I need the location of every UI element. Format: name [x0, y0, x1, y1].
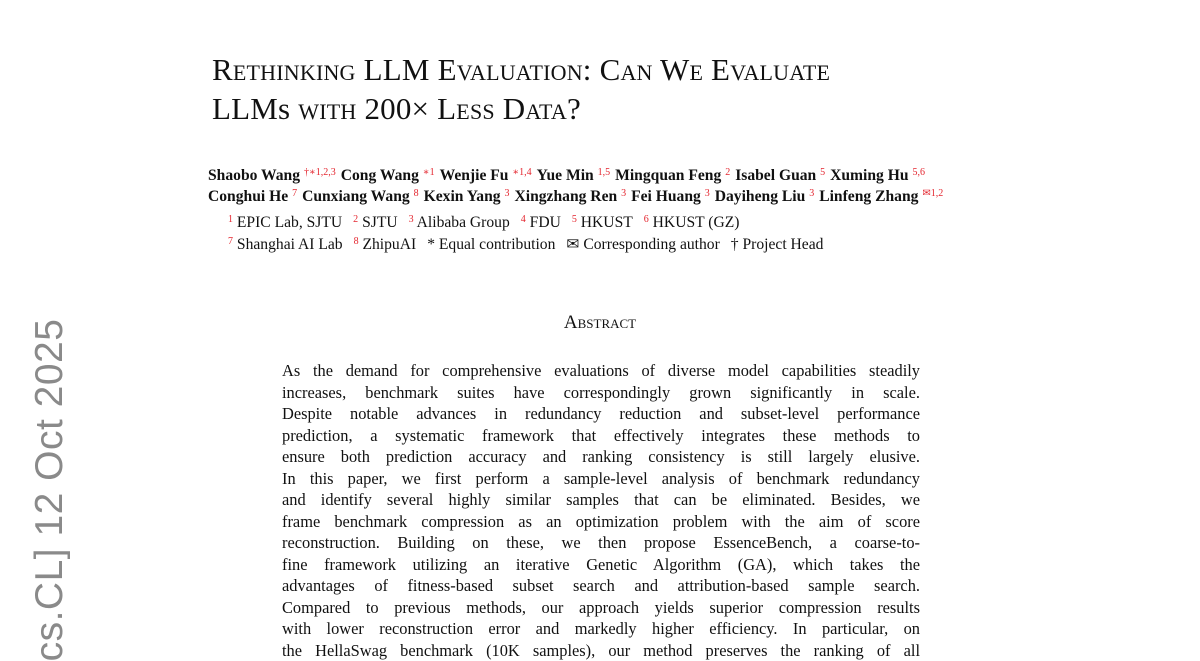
affiliation — [427, 236, 555, 253]
affiliation-name: HKUST — [581, 214, 633, 231]
author — [715, 188, 814, 205]
author-superscript: ∗1 — [423, 167, 435, 178]
affiliation-name: Shanghai AI Lab — [237, 236, 343, 253]
author — [735, 167, 825, 184]
author-name: Conghui He — [208, 188, 288, 205]
author-name: Shaobo Wang — [208, 167, 300, 184]
author-superscript: 3 — [705, 188, 710, 199]
author-name: Isabel Guan — [735, 167, 816, 184]
author-name: Kexin Yang — [424, 188, 501, 205]
author — [830, 167, 925, 184]
affiliation — [353, 214, 397, 231]
abstract-line: prediction, a systematic framework that effectively integrates these methods to — [282, 425, 920, 447]
title-segment: Evaluation — [438, 52, 583, 87]
author-superscript: 7 — [292, 188, 297, 199]
affiliation — [644, 214, 740, 231]
abstract-line: Despite notable advances in redundancy reduction and subset-level performance — [282, 403, 920, 425]
author-line-2 — [208, 186, 1168, 207]
abstract-body — [282, 360, 920, 661]
author — [819, 188, 943, 205]
affiliation — [354, 236, 417, 253]
abstract-line: reconstruction. Building on these, we then propose EssenceBench, a coarse-to- — [282, 532, 920, 554]
author — [631, 188, 710, 205]
affiliation-superscript: 4 — [521, 214, 526, 225]
author — [615, 167, 730, 184]
affiliation-name: ✉ Corresponding author — [566, 236, 719, 253]
title-segment: Less Data — [437, 91, 567, 126]
abstract-line: Compared to previous methods, our approach yields superior compression results — [282, 597, 920, 619]
author-name: Mingquan Feng — [615, 167, 721, 184]
author — [514, 188, 626, 205]
author-name: Cong Wang — [341, 167, 419, 184]
author-superscript: 5,6 — [912, 167, 925, 178]
author-superscript: 2 — [725, 167, 730, 178]
abstract-line: As the demand for comprehensive evaluations of diverse model capabilities steadily — [282, 360, 920, 382]
author-superscript: 5 — [820, 167, 825, 178]
author — [302, 188, 419, 205]
abstract-line: and identify several highly similar samples that can be eliminated. Besides, we — [282, 489, 920, 511]
affiliation-list — [228, 212, 1128, 256]
author-superscript: †∗1,2,3 — [304, 167, 336, 178]
affiliation-name: † Project Head — [731, 236, 824, 253]
abstract-line: fine framework utilizing an iterative Genetic Algorithm (GA), which takes the — [282, 554, 920, 576]
title-line-2 — [212, 91, 581, 126]
abstract-line: with lower reconstruction error and markedly higher efficiency. In particular, on — [282, 618, 920, 640]
affiliation — [409, 214, 510, 231]
author-name: Dayiheng Liu — [715, 188, 806, 205]
affiliation — [731, 236, 824, 253]
affiliation-name: ZhipuAI — [362, 236, 416, 253]
author-name: Xuming Hu — [830, 167, 908, 184]
affiliation — [521, 214, 561, 231]
abstract-heading: Abstract — [0, 311, 1200, 335]
affiliation-name: FDU — [530, 214, 561, 231]
abstract-line: In this paper, we first perform a sample-level analysis of benchmark redundancy — [282, 468, 920, 490]
author-superscript: 3 — [621, 188, 626, 199]
abstract-line: frame benchmark compression as an optimization problem with the aim of score — [282, 511, 920, 533]
abstract-line: the HellaSwag benchmark (10K samples), our method preserves the ranking of all — [282, 640, 920, 661]
arxiv-stamp: cs.CL] 12 Oct 2025 — [28, 319, 72, 661]
affiliation — [566, 236, 719, 253]
affiliation-superscript: 1 — [228, 214, 233, 225]
author-line-1 — [208, 165, 1168, 186]
author-name: Linfeng Zhang — [819, 188, 918, 205]
title-segment: LLMs — [212, 91, 290, 126]
author — [208, 188, 297, 205]
affiliation-line-2 — [228, 234, 1128, 256]
abstract-line: advantages of fitness-based subset search and attribution-based sample search. — [282, 575, 920, 597]
affiliation — [228, 214, 342, 231]
affiliation — [228, 236, 343, 253]
affiliation-name: EPIC Lab, SJTU — [237, 214, 342, 231]
title-segment: ? — [567, 91, 581, 126]
affiliation-name: SJTU — [362, 214, 398, 231]
author-superscript: 8 — [414, 188, 419, 199]
author-name: Wenjie Fu — [440, 167, 509, 184]
title-segment: LLM — [356, 52, 438, 87]
affiliation-line-1 — [228, 212, 1128, 234]
affiliation-superscript: 3 — [409, 214, 414, 225]
author-list — [208, 165, 1168, 207]
affiliation-superscript: 8 — [354, 236, 359, 247]
affiliation-superscript: 7 — [228, 236, 233, 247]
author-name: Yue Min — [537, 167, 594, 184]
title-segment: 200× — [364, 91, 437, 126]
author-superscript: ✉1,2 — [922, 188, 943, 199]
affiliation-name: HKUST (GZ) — [653, 214, 740, 231]
author — [208, 167, 336, 184]
author — [341, 167, 435, 184]
author-name: Cunxiang Wang — [302, 188, 410, 205]
author — [424, 188, 510, 205]
paper-title — [212, 50, 1112, 128]
abstract-line: ensure both prediction accuracy and ranking consistency is still largely elusive. — [282, 446, 920, 468]
title-segment: with — [290, 91, 364, 126]
author-name: Xingzhang Ren — [514, 188, 617, 205]
affiliation-name: Alibaba Group — [417, 214, 510, 231]
affiliation — [572, 214, 633, 231]
affiliation-name: * Equal contribution — [427, 236, 555, 253]
title-segment: Rethinking — [212, 52, 356, 87]
author — [537, 167, 610, 184]
author-superscript: 1,5 — [598, 167, 611, 178]
author-name: Fei Huang — [631, 188, 701, 205]
title-segment: : — [583, 52, 600, 87]
author-superscript: ∗1,4 — [512, 167, 531, 178]
abstract-line: increases, benchmark suites have correspondingly grown significantly in scale. — [282, 382, 920, 404]
author-superscript: 3 — [504, 188, 509, 199]
affiliation-superscript: 5 — [572, 214, 577, 225]
author-superscript: 3 — [809, 188, 814, 199]
affiliation-superscript: 2 — [353, 214, 358, 225]
title-line-1 — [212, 52, 830, 87]
title-segment: Can We Evaluate — [600, 52, 831, 87]
author — [440, 167, 532, 184]
affiliation-superscript: 6 — [644, 214, 649, 225]
